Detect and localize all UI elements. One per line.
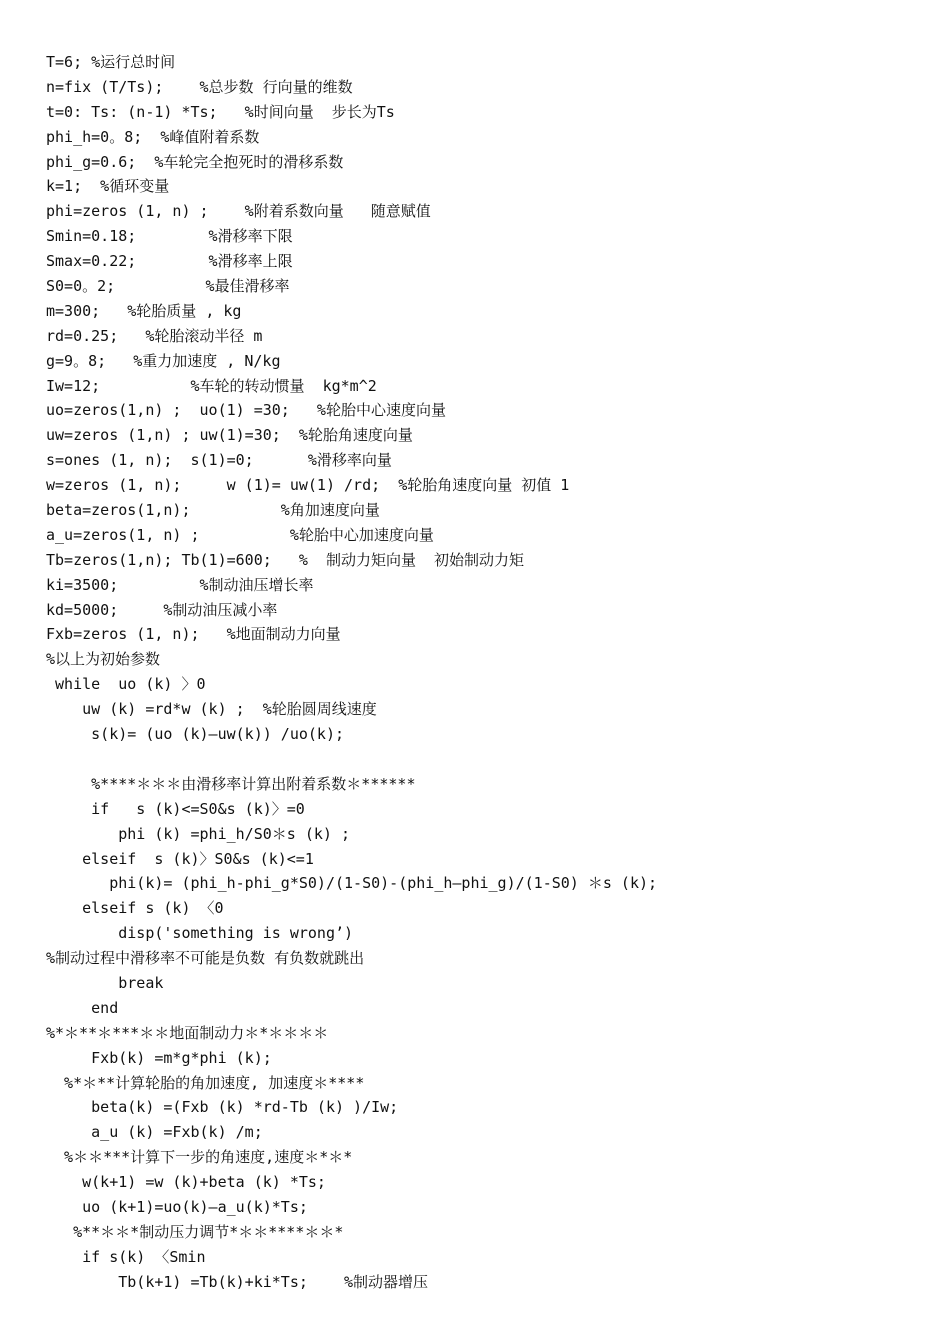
code-line: Smin=0.18; %滑移率下限	[46, 227, 293, 246]
code-line: Fxb(k) =m*g*phi (k);	[46, 1048, 272, 1067]
code-document	[46, 50, 926, 1295]
code-line: %*＊**＊***＊＊地面制动力＊*＊＊＊＊	[46, 1023, 329, 1042]
code-line: Iw=12; %车轮的转动惯量 kg*m^2	[46, 376, 377, 395]
code-line: Fxb=zeros (1, n); %地面制动力向量	[46, 625, 341, 644]
code-line: phi_g=0.6; %车轮完全抱死时的滑移系数	[46, 152, 344, 171]
code-line: end	[46, 998, 119, 1017]
code-line: %**＊＊*制动压力调节*＊＊****＊＊*	[46, 1222, 344, 1241]
code-line: uw (k) =rd*w (k) ; %轮胎圆周线速度	[46, 700, 377, 719]
code-line: uw=zeros (1,n) ; uw(1)=30; %轮胎角速度向量	[46, 426, 413, 445]
code-line: kd=5000; %制动油压减小率	[46, 600, 278, 619]
code-line: Smax=0.22; %滑移率上限	[46, 252, 293, 271]
code-line: m=300; %轮胎质量 , kg	[46, 301, 242, 320]
code-line: beta=zeros(1,n); %角加速度向量	[46, 501, 380, 520]
code-line: %制动过程中滑移率不可能是负数 有负数就跳出	[46, 949, 365, 968]
code-line: beta(k) =(Fxb (k) *rd-Tb (k) )/Iw;	[46, 1098, 399, 1117]
code-line: phi=zeros (1, n) ; %附着系数向量 随意赋值	[46, 202, 431, 221]
code-line: s=ones (1, n); s(1)=0; %滑移率向量	[46, 451, 392, 470]
code-line: t=0: Ts: (n-1) *Ts; %时间向量 步长为Ts	[46, 102, 395, 121]
code-line: phi(k)= (phi_h-phi_g*S0)/(1-S0)-(phi_h—phi_g)/(1-S0) ＊s (k);	[46, 874, 658, 893]
code-line: phi_h=0。8; %峰值附着系数	[46, 127, 260, 146]
code-line: %*＊**计算轮胎的角加速度, 加速度＊****	[46, 1073, 365, 1092]
code-line: k=1; %循环变量	[46, 177, 170, 196]
code-line: if s (k)<=S0&s (k)〉=0	[46, 799, 305, 818]
code-line: Tb(k+1) =Tb(k)+ki*Ts; %制动器增压	[46, 1272, 429, 1291]
code-line: break	[46, 973, 164, 992]
code-line: a_u (k) =Fxb(k) /m;	[46, 1123, 263, 1142]
code-line: %＊＊***计算下一步的角速度,速度＊*＊*	[46, 1148, 353, 1167]
code-line: %****＊＊＊由滑移率计算出附着系数＊******	[46, 774, 416, 793]
code-line: a_u=zeros(1, n) ; %轮胎中心加速度向量	[46, 525, 434, 544]
code-line: w(k+1) =w (k)+beta (k) *Ts;	[46, 1173, 326, 1192]
code-line: Tb=zeros(1,n); Tb(1)=600; % 制动力矩向量 初始制动力矩	[46, 550, 525, 569]
code-line: uo (k+1)=uo(k)—a_u(k)*Ts;	[46, 1197, 308, 1216]
code-line: elseif s (k) 〈0	[46, 899, 224, 918]
code-line: rd=0.25; %轮胎滚动半径 m	[46, 326, 263, 345]
code-line: n=fix (T/Ts); %总步数 行向量的维数	[46, 77, 353, 96]
code-line: s(k)= (uo (k)—uw(k)) /uo(k);	[46, 725, 345, 744]
code-line: g=9。8; %重力加速度 , N/kg	[46, 351, 281, 370]
code-line: w=zeros (1, n); w (1)= uw(1) /rd; %轮胎角速度向量 初值 1	[46, 476, 570, 495]
code-line	[46, 747, 926, 772]
code-line: if s(k) 〈Smin	[46, 1247, 206, 1266]
code-line: %以上为初始参数	[46, 650, 161, 669]
code-line: S0=0。2; %最佳滑移率	[46, 277, 290, 296]
code-line: elseif s (k)〉S0&s (k)<=1	[46, 849, 314, 868]
code-line: uo=zeros(1,n) ; uo(1) =30; %轮胎中心速度向量	[46, 401, 446, 420]
code-line: phi (k) =phi_h/S0＊s (k) ;	[46, 824, 350, 843]
code-line: while uo (k) 〉0	[46, 675, 206, 694]
code-line: T=6; %运行总时间	[46, 53, 176, 71]
code-line: ki=3500; %制动油压增长率	[46, 575, 314, 594]
code-line: disp('something is wrong’)	[46, 924, 354, 943]
